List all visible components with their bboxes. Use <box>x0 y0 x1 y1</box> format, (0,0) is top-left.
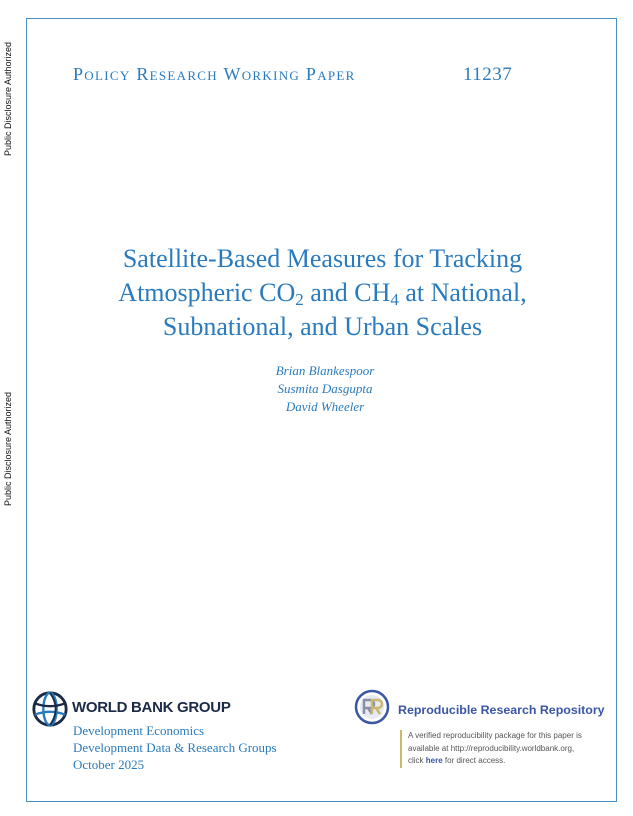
rrr-note: A verified reproducibility package for this paper is available at http://reproducibility.worldbank.org, click here for direct access. <box>400 730 628 768</box>
series-title: Policy Research Working Paper <box>73 64 356 84</box>
footer-date: October 2025 <box>73 757 145 772</box>
world-bank-globe-icon <box>31 690 69 728</box>
footer-department: Development Economics <box>73 723 205 738</box>
author-list <box>170 362 480 416</box>
title-line-3: Subnational, and Urban Scales <box>162 312 483 341</box>
author-name: Brian Blankespoor <box>275 363 375 378</box>
rrr-here-link[interactable]: here <box>425 756 443 765</box>
paper-number: 11237 <box>463 64 513 85</box>
rrr-logo-icon <box>354 689 390 725</box>
rrr-title: Reproducible Research Repository <box>398 703 605 717</box>
title-line-1: Satellite-Based Measures for Tracking <box>122 244 523 273</box>
author-name: Susmita Dasgupta <box>277 381 373 396</box>
disclosure-label-top: Public Disclosure Authorized <box>3 41 13 156</box>
disclosure-label-middle: Public Disclosure Authorized <box>3 391 13 506</box>
author-name: David Wheeler <box>285 399 365 414</box>
title-line-2: Atmospheric $CO_2$ and $CH_4$ at National, <box>118 278 527 309</box>
footer-group: Development Data & Research Groups <box>73 740 277 755</box>
world-bank-group-name: WORLD BANK GROUP <box>72 699 231 716</box>
footer-info <box>73 722 277 773</box>
paper-title <box>60 242 585 344</box>
